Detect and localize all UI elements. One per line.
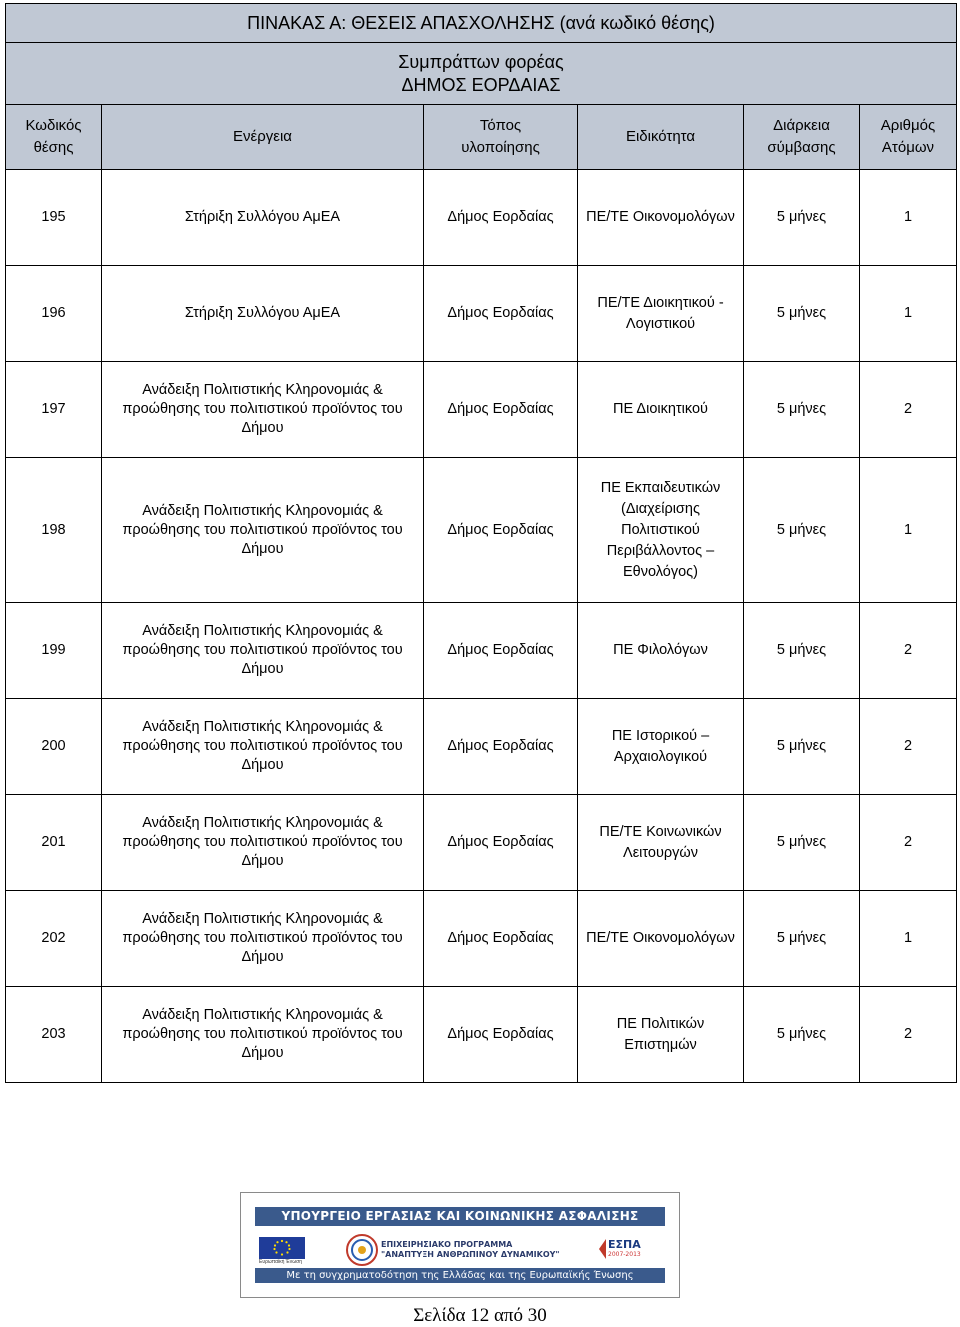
cell-specialty — [578, 170, 744, 266]
cell-duration: 5 μήνες — [744, 458, 860, 603]
cell-activity-line: Δήμου — [241, 420, 284, 436]
table-row — [6, 795, 957, 891]
cell-specialty-line: ΠΕ/ΤΕ Οικονομολόγων — [586, 930, 735, 946]
cell-duration: 5 μήνες — [744, 795, 860, 891]
header-specialty: Ειδικότητα — [578, 105, 744, 170]
header-code: Κωδικός θέσης — [6, 105, 102, 170]
cell-specialty-line: ΠΕ Εκπαιδευτικών — [600, 479, 721, 496]
cell-persons: 2 — [860, 795, 957, 891]
cell-activity-line: Δήμου — [241, 853, 284, 869]
cell-specialty — [578, 603, 744, 699]
table-row — [6, 987, 957, 1083]
cell-activity-line: Ανάδειξη Πολιτιστικής Κληρονομιάς & — [142, 1007, 383, 1023]
cell-activity — [102, 458, 424, 603]
cell-activity — [102, 603, 424, 699]
cell-activity-line: προώθησης του πολιτιστικού προϊόντος του — [122, 834, 403, 850]
espa-logo-icon — [345, 1233, 379, 1267]
funding-banner — [240, 1192, 680, 1298]
cell-duration: 5 μήνες — [744, 699, 860, 795]
cell-code: 203 — [6, 987, 102, 1083]
cell-code: 198 — [6, 458, 102, 603]
espa-label: ΕΣΠΑ — [608, 1238, 641, 1251]
cell-activity-line: Ανάδειξη Πολιτιστικής Κληρονομιάς & — [142, 719, 383, 735]
cell-specialty-line: ΠΕ Διοικητικού — [613, 401, 708, 417]
cell-duration: 5 μήνες — [744, 266, 860, 362]
cell-specialty-line: ΠΕ Ιστορικού – — [611, 727, 710, 744]
partner-agency — [6, 43, 957, 105]
cell-specialty — [578, 987, 744, 1083]
cell-location: Δήμος Εορδαίας — [424, 603, 578, 699]
cell-location: Δήμος Εορδαίας — [424, 362, 578, 458]
cell-specialty-line: ΠΕ Πολιτικών — [616, 1015, 705, 1032]
cell-activity-line: Ανάδειξη Πολιτιστικής Κληρονομιάς & — [142, 623, 383, 639]
cell-activity — [102, 266, 424, 362]
partner-label: Συμπράττων φορέας — [398, 51, 564, 72]
cell-code: 202 — [6, 891, 102, 987]
cell-activity-line: προώθησης του πολιτιστικού προϊόντος του — [122, 738, 403, 754]
operational-program: ΕΠΙΧΕΙΡΗΣΙΑΚΟ ΠΡΟΓΡΑΜΜΑ "ΑΝΑΠΤΥΞΗ ΑΝΘΡΩΠΙΝΟΥ ΔΥΝΑΜΙΚΟΥ" — [381, 1240, 560, 1259]
cell-activity-line: Δήμου — [241, 1045, 284, 1061]
cell-activity — [102, 891, 424, 987]
cell-specialty-line: ΠΕ Φιλολόγων — [613, 642, 708, 658]
cell-location: Δήμος Εορδαίας — [424, 699, 578, 795]
cell-specialty-line: Λογιστικού — [625, 315, 696, 332]
cell-activity — [102, 987, 424, 1083]
cell-activity-line: Δήμου — [241, 540, 284, 557]
cell-specialty — [578, 458, 744, 603]
cell-duration: 5 μήνες — [744, 170, 860, 266]
cell-activity-line: Ανάδειξη Πολιτιστικής Κληρονομιάς & — [142, 382, 383, 398]
cell-specialty — [578, 891, 744, 987]
cell-activity-line: Ανάδειξη Πολιτιστικής Κληρονομιάς & — [142, 815, 383, 831]
positions-table-wrapper — [5, 3, 956, 1083]
cell-specialty-line: ΠΕ/ΤΕ Κοινωνικών — [599, 823, 722, 840]
cell-specialty-line: ΠΕ/ΤΕ Διοικητικού - — [597, 294, 724, 311]
cell-specialty-line: (Διαχείρισης — [621, 500, 700, 517]
table-subtitle-row — [6, 43, 957, 105]
table-row — [6, 362, 957, 458]
cell-persons: 1 — [860, 266, 957, 362]
cell-activity-line: προώθησης του πολιτιστικού προϊόντος του — [122, 1026, 403, 1042]
table-row — [6, 891, 957, 987]
cell-activity-line: Δήμου — [241, 757, 284, 773]
cell-specialty-line: Εθνολόγος) — [623, 563, 698, 580]
cell-specialty-line: ΠΕ/ΤΕ Οικονομολόγων — [586, 209, 735, 225]
cell-activity-line: Στήριξη Συλλόγου ΑμΕΑ — [184, 305, 341, 321]
cell-persons: 1 — [860, 170, 957, 266]
cofinance-banner: Με τη συγχρηματοδότηση της Ελλάδας και της Ευρωπαϊκής Ένωσης — [255, 1268, 665, 1283]
cell-duration: 5 μήνες — [744, 603, 860, 699]
cell-code: 200 — [6, 699, 102, 795]
cell-specialty — [578, 699, 744, 795]
table-row — [6, 699, 957, 795]
eu-flag-icon — [259, 1237, 305, 1259]
eu-label: Ευρωπαϊκή Ένωση — [259, 1259, 302, 1265]
cell-location: Δήμος Εορδαίας — [424, 795, 578, 891]
cell-specialty-line: Περιβάλλοντος – — [606, 542, 715, 559]
cell-activity — [102, 699, 424, 795]
cell-code: 197 — [6, 362, 102, 458]
cell-specialty-line: Αρχαιολογικού — [613, 748, 708, 765]
table-title: ΠΙΝΑΚΑΣ Α: ΘΕΣΕΙΣ ΑΠΑΣΧΟΛΗΣΗΣ (ανά κωδικό θέσης) — [6, 4, 957, 43]
table-row — [6, 170, 957, 266]
cell-activity-line: Δήμου — [241, 661, 284, 677]
table-title-row — [6, 4, 957, 43]
espa-years: 2007-2013 — [608, 1251, 641, 1258]
cell-specialty — [578, 795, 744, 891]
cell-location: Δήμος Εορδαίας — [424, 266, 578, 362]
cell-persons: 2 — [860, 699, 957, 795]
positions-table — [5, 3, 957, 1083]
cell-activity-line: προώθησης του πολιτιστικού προϊόντος του — [122, 642, 403, 658]
cell-code: 199 — [6, 603, 102, 699]
cell-activity-line: προώθησης του πολιτιστικού προϊόντος του — [122, 521, 403, 538]
cell-code: 196 — [6, 266, 102, 362]
cell-activity-line: Ανάδειξη Πολιτιστικής Κληρονομιάς & — [142, 502, 383, 519]
cell-location: Δήμος Εορδαίας — [424, 170, 578, 266]
cell-location: Δήμος Εορδαίας — [424, 458, 578, 603]
header-persons: Αριθμός Ατόμων — [860, 105, 957, 170]
cell-duration: 5 μήνες — [744, 891, 860, 987]
cell-persons: 2 — [860, 603, 957, 699]
cell-persons: 2 — [860, 987, 957, 1083]
cell-location: Δήμος Εορδαίας — [424, 891, 578, 987]
header-location: Τόπος υλοποίησης — [424, 105, 578, 170]
partner-name: ΔΗΜΟΣ ΕΟΡΔΑΙΑΣ — [401, 74, 561, 95]
table-header-row — [6, 105, 957, 170]
cell-code: 201 — [6, 795, 102, 891]
header-duration: Διάρκεια σύμβασης — [744, 105, 860, 170]
cell-specialty-line: Λειτουργών — [623, 844, 698, 861]
cell-code: 195 — [6, 170, 102, 266]
cell-activity — [102, 795, 424, 891]
header-activity: Ενέργεια — [102, 105, 424, 170]
cell-specialty-line: Επιστημών — [624, 1036, 697, 1053]
table-row — [6, 458, 957, 603]
cell-activity-line: προώθησης του πολιτιστικού προϊόντος του — [122, 930, 403, 946]
cell-persons: 1 — [860, 458, 957, 603]
cell-activity-line: Ανάδειξη Πολιτιστικής Κληρονομιάς & — [142, 911, 383, 927]
cell-duration: 5 μήνες — [744, 987, 860, 1083]
cell-activity — [102, 170, 424, 266]
cell-persons: 1 — [860, 891, 957, 987]
cell-activity-line: Στήριξη Συλλόγου ΑμΕΑ — [184, 209, 341, 225]
cell-specialty — [578, 266, 744, 362]
cell-activity-line: προώθησης του πολιτιστικού προϊόντος του — [122, 401, 403, 417]
cell-activity-line: Δήμου — [241, 949, 284, 965]
cell-location: Δήμος Εορδαίας — [424, 987, 578, 1083]
table-row — [6, 266, 957, 362]
cell-duration: 5 μήνες — [744, 362, 860, 458]
table-row — [6, 603, 957, 699]
cell-specialty-line: Πολιτιστικού — [621, 521, 700, 538]
cell-activity — [102, 362, 424, 458]
ministry-banner: ΥΠΟΥΡΓΕΙΟ ΕΡΓΑΣΙΑΣ ΚΑΙ ΚΟΙΝΩΝΙΚΗΣ ΑΣΦΑΛΙΣΗΣ — [255, 1207, 665, 1226]
cell-specialty — [578, 362, 744, 458]
page-number: Σελίδα 12 από 30 — [413, 1305, 547, 1326]
cell-persons: 2 — [860, 362, 957, 458]
